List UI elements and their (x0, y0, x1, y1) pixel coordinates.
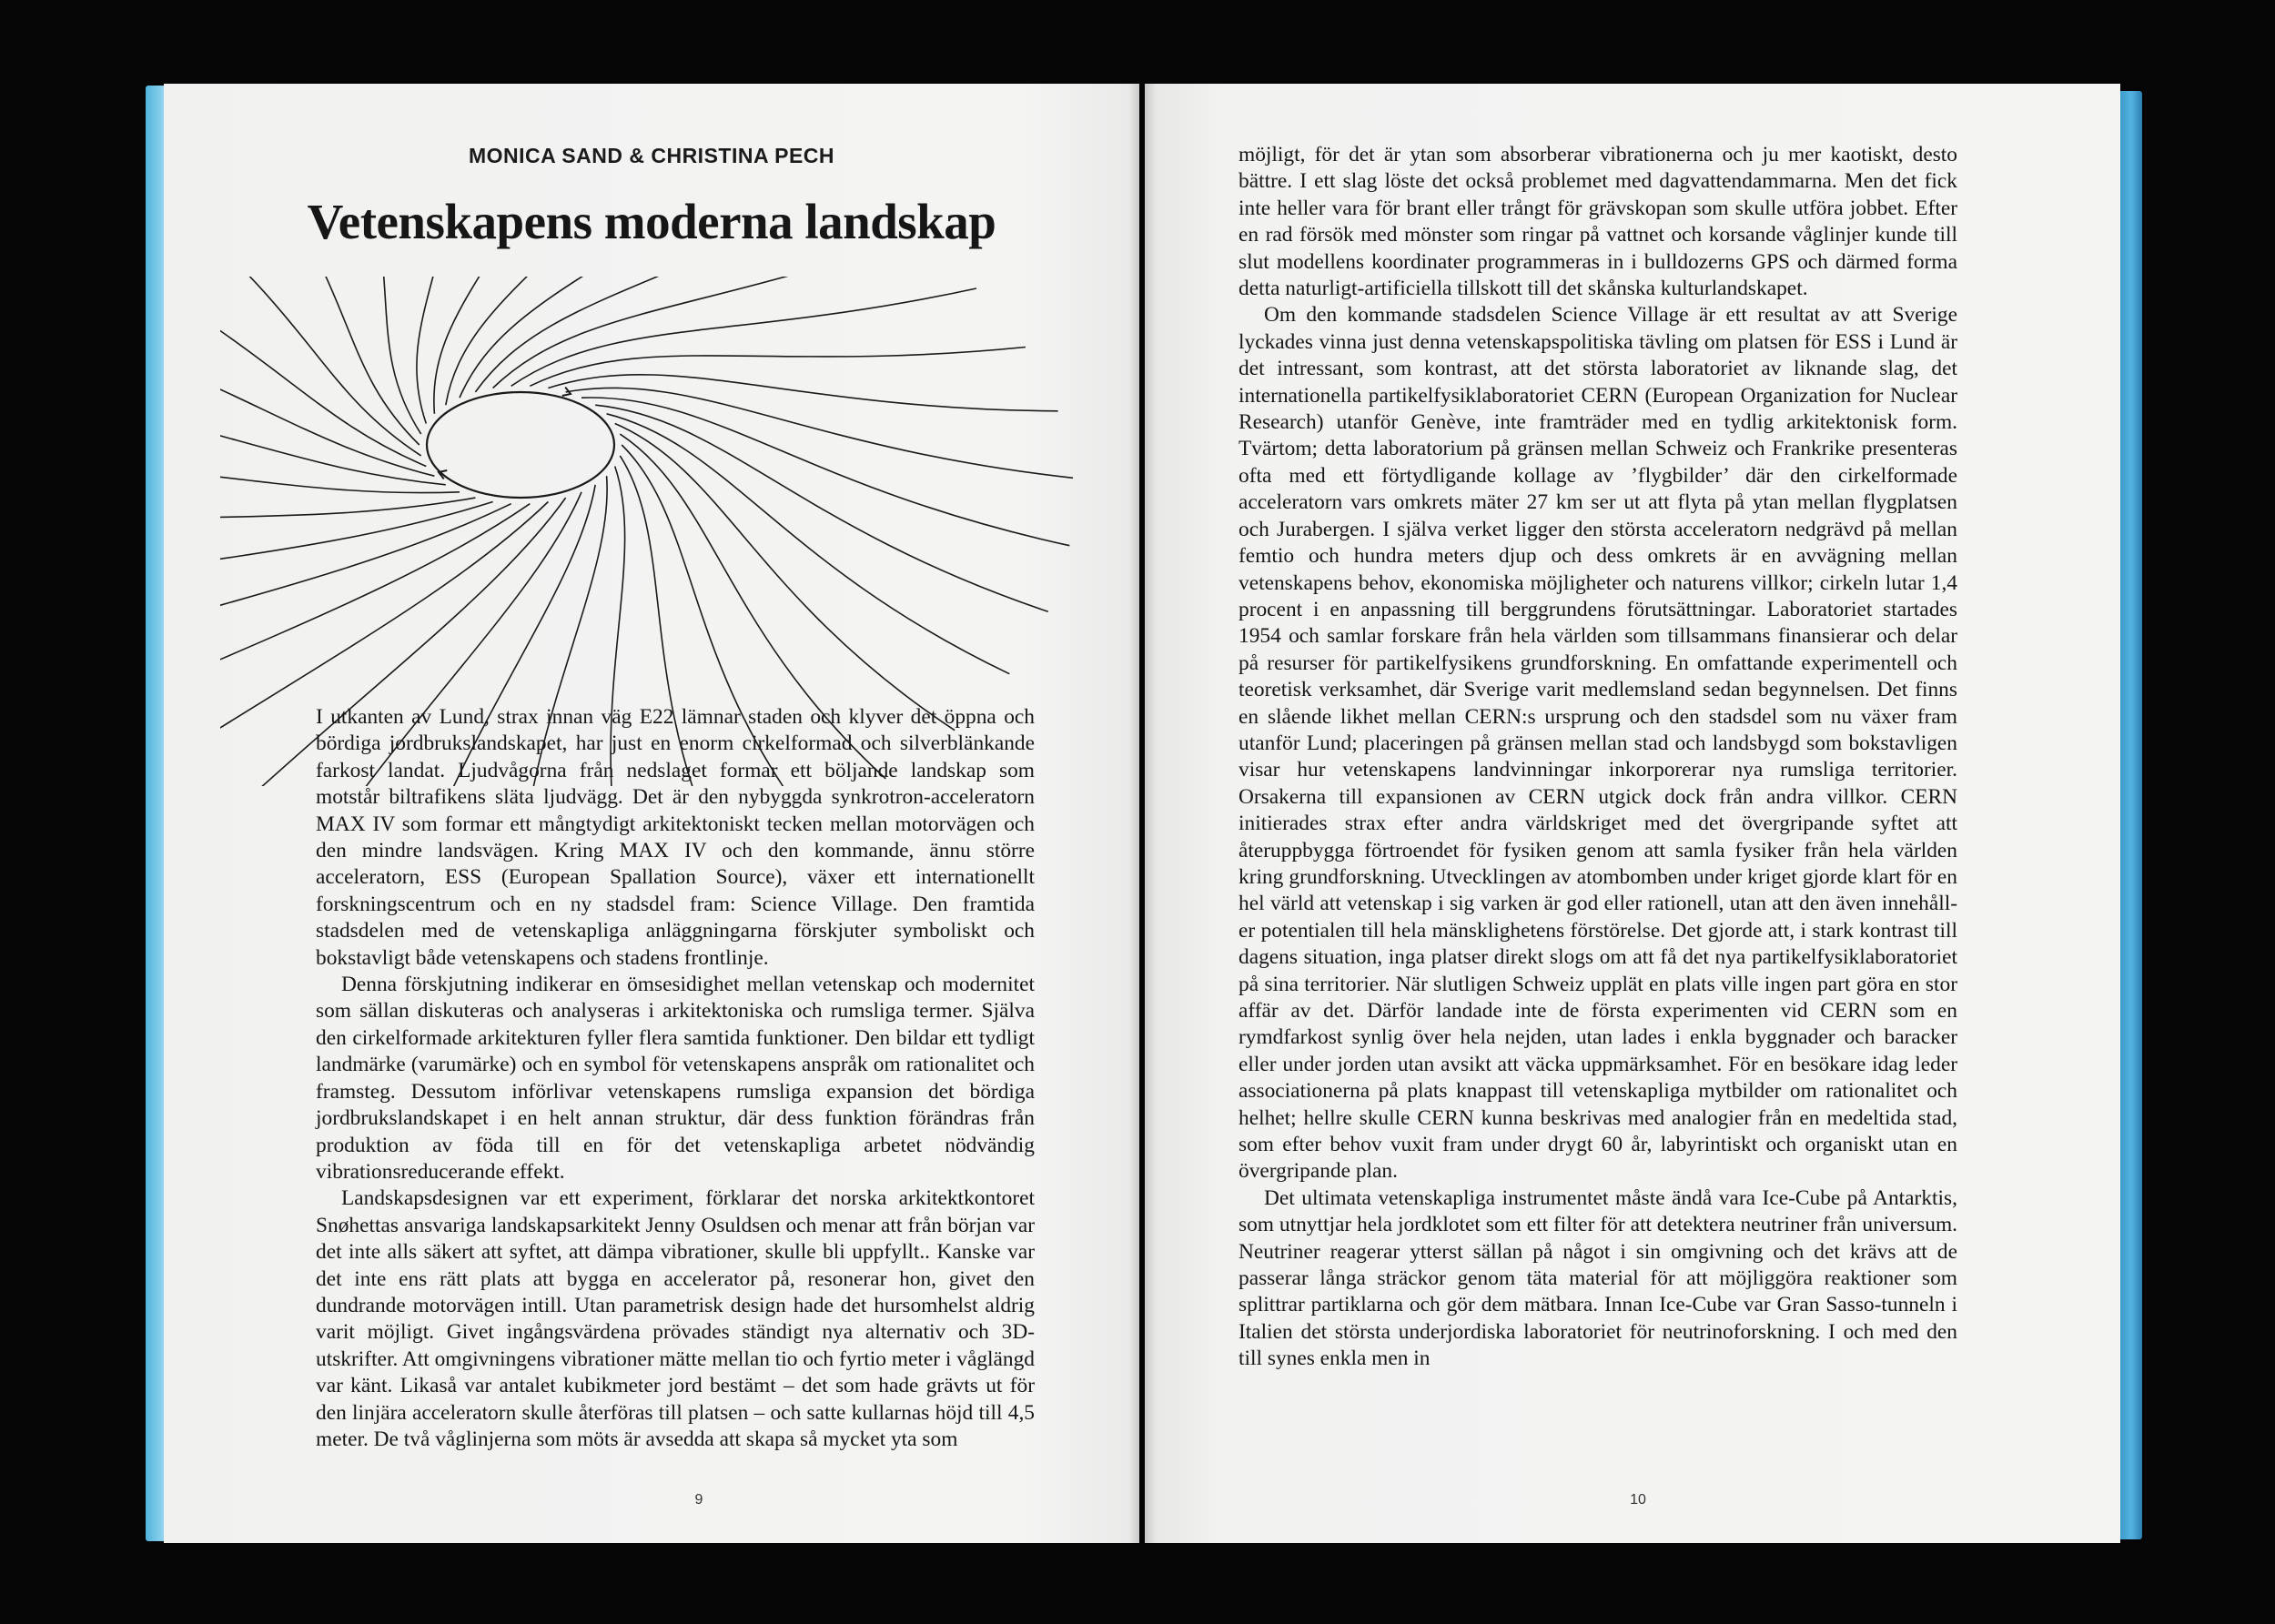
article-title: Vetenskapens moderna landskap (307, 194, 996, 249)
field-line (220, 325, 434, 476)
paragraph: Landskapsdesignen var ett experiment, förklarar det norska arkitektkontoret Snøhettas ansvariga landskapsarkitekt Jenny Osuldsen och menar att från början var det inte alls säkert att syftet, att dämpa vibrationer, skulle bli uppfyllt.. Kanske var det inte ens rätt plats att bygga en accelerator på, resonerar hon, givet den dundrande motorvägen intill. Utan parametrisk design hade det hursomhelst aldrig varit möjligt. Givet ingångsvärdena prövades ständigt nya alternativ och 3D-utskrifter. Att omgivningens vibrationer mätte mellan tio och fyrtio meter i våglängd var känt. Likaså var antalet kubikmeter jord bestämt – det som hade grävts ut för den linjära acceleratorn skulle återföras till platsen – och satte kullarnas höjd till 4,5 meter. De två våglinjerna som möts är avsedda att skapa så mycket yta som (316, 1186, 1035, 1451)
ring-arrow (562, 388, 572, 398)
field-line (362, 277, 421, 434)
authors: MONICA SAND & CHRISTINA PECH (468, 144, 835, 167)
field-line (220, 502, 493, 589)
field-line (511, 288, 976, 386)
field-line (220, 504, 511, 652)
field-line (417, 277, 459, 424)
accelerator-ring (427, 392, 614, 498)
field-line (607, 414, 1010, 674)
paragraph: möjligt, för det är ytan som absorberar vibrationerna och ju mer kaotiskt, desto bättre. I ett slag löste det också problemet med dagvattendammarna. Men det fick inte heller vara för brant eller trångt för grävskopan som skulle utföra jobbet. Efter en rad försök med mönster som ringar på vattnet och korsande våglinjer kunde till slut modellens koordinater programmeras in i bulldozerns GPS och därmed forma detta naturligt-artificiella tillskott till det skånska kulturlandskapet. (1239, 143, 1957, 301)
field-line (581, 398, 1069, 546)
field-line (446, 277, 655, 405)
left-text-column (316, 704, 1035, 1453)
field-line (220, 504, 530, 711)
paragraph: Denna förskjutning indikerar en ömsesidighet mellan vetenskap och modernitet som sällan diskuteras och analyseras i arkitektoniska och rumsliga termer. Själva den cirkelformade arkitekturen fyller flera samtida funktioner. Den bildar ett tydligt landmärke (varumärke) och en symbol för vetenskapens anspråk om rationalitet och framsteg. Dessutom införlivar vetenskapens rumsliga expansion det bördiga jordbrukslandskapet i en helt annan struktur, där dess funktion förändras från produktion av föda till en för det vetenskapliga arbetet nödvändig vibrationsreducerande effekt. (316, 973, 1035, 1184)
page-number: 10 (1630, 1492, 1646, 1508)
right-page (1145, 84, 2120, 1543)
field-line (566, 388, 1073, 478)
paragraph: Det ultimata vetenskapliga instrumentet måste ändå vara Ice-Cube på Antarktis, som utnyttjar hela jordklotet som ett filter för att detektera neutriner från universum. Neutriner reagerar ytterst sällan på något i sin omgivning och det krävs att de passerar långa sträckor genom täta material för att möjliggöra reaktioner som splittrar partiklarna och gör dem mätbara. Innan Ice-Cube var Gran Sasso-tunneln i Italien det största underjordiska laboratoriet för neutrinoforskning. I och med den till synes enkla men in (1239, 1185, 1957, 1371)
field-line (272, 277, 419, 445)
gutter-shadow (1128, 84, 1156, 1543)
paragraph: I utkanten av Lund, strax innan väg E22 lämnar staden och klyver det öppna och bördiga jordbrukslandskapet, har just en enorm cirkelformad och silverblänkande farkost landat. Ljudvågorna från nedslaget formar ett böljande landskap som motstår biltrafikens släta ljudvägg. Det är den nybyggda synkrotron-acceleratorn MAX IV som formar ett mångtydigt arkitektoniskt tecken mellan motorvägen och den mindre landsvägen. Kring MAX IV och den kommande, ännu större acceleratorn, ESS (European Spallation Source), växer ett internationellt forskningscentrum och en ny stadsdel fram: Science Village. Den framtida stadsdelen med de vetenskapliga anläggningarna förskjuter symboliskt och bokstavligt både vetenskapens och stadens frontlinje. (316, 705, 1035, 970)
field-line (615, 424, 955, 731)
right-text-column (1239, 142, 1957, 1373)
page-number: 9 (694, 1492, 703, 1508)
paragraph: Om den kommande stadsdelen Science Village är ett resultat av att Sverige lyckades vinna just denna vetenskapspolitiska tävling om platsen för ESS i Lund är det intressant, som kontrast, att det största laboratoriet av liknande slag, det internationella partikelfysiklaboratoriet CERN (European Organization for Nuclear Research) utanför Genève, inte framträder med en tydlig arkitektonisk form. Tvärtom; detta laboratorium på gränsen mellan Schweiz och Frankrike presenteras ofta med ett förtydligande kollage av ’flygbilder’ där den cirkelformade acceleratorn vars omkrets mäter 27 km ser ut att flyta på ytan mellan flygplatsen och Jurabergen. I själva verket ligger den största acceleratorn nedgrävd på mellan femtio och hundra meters djup och dess omkrets är en avvägning mellan vetenskapens behov, ekonomiska möjligheter och naturens villkor; cirkeln lutar 1,4 procent i en anpassning till berggrundens förutsättningar. Laboratoriet startades 1954 och samlar forskare från hela världen som tillsammans finansierar och delar på resurser för partikelfysikens grundforskning. En omfattande experimentell och teoretisk verksamhet, där Sverige varit medlemsland sedan begynnelsen. Det finns en slående likhet mellan CERN:s ursprung och den stadsdel som nu växer fram utanför Lund; placeringen på gränsen mellan stad och landsbygd som bokstavligen visar hur vetenskapens landvinningar inkorporerar nya rumsliga territorier. Orsakerna till expansionen av CERN utgick dock från andra villkor. CERN initierades strax efter andra världskriget med det övergripande syftet att återuppbygga förtroendet för fysiken genom att samla fysiker från hela världen kring grundforskning. Utvecklingen av atombomben under kriget gjorde klart för en hel värld att vetenskap i sig varken är god eller rationell, utan att den även innehåller potentialen till hela mänsklighetens förstörelse. Det gjorde att, i stark kontrast till dagens situation, inga platser direkt slogs om att få det nya partikelfysiklaboratoriet på sina territorier. När slutligen Schweiz upplät en plats ville ingen part göra en stor affär av det. Därför landade inte de första experimenten vid CERN som en rymdfarkost synlig över hela nejden, utan lades i enkla byggnader och baracker eller under jorden utan avsikt att väcka uppmärksamhet. För en besökare idag leder associationerna på plats knappast till vetenskapliga mytbilder om rationalitet och helhet; hellre skulle CERN kunna beskrivas med analogier från en medeltida stad, som efter behov vuxit fram under drygt 60 år, labyrintiskt och organiskt utan en övergripande plan. (1239, 303, 1957, 1184)
field-line (220, 277, 421, 456)
field-line (530, 348, 1026, 387)
field-line (548, 375, 1057, 411)
left-page (164, 84, 1139, 1543)
